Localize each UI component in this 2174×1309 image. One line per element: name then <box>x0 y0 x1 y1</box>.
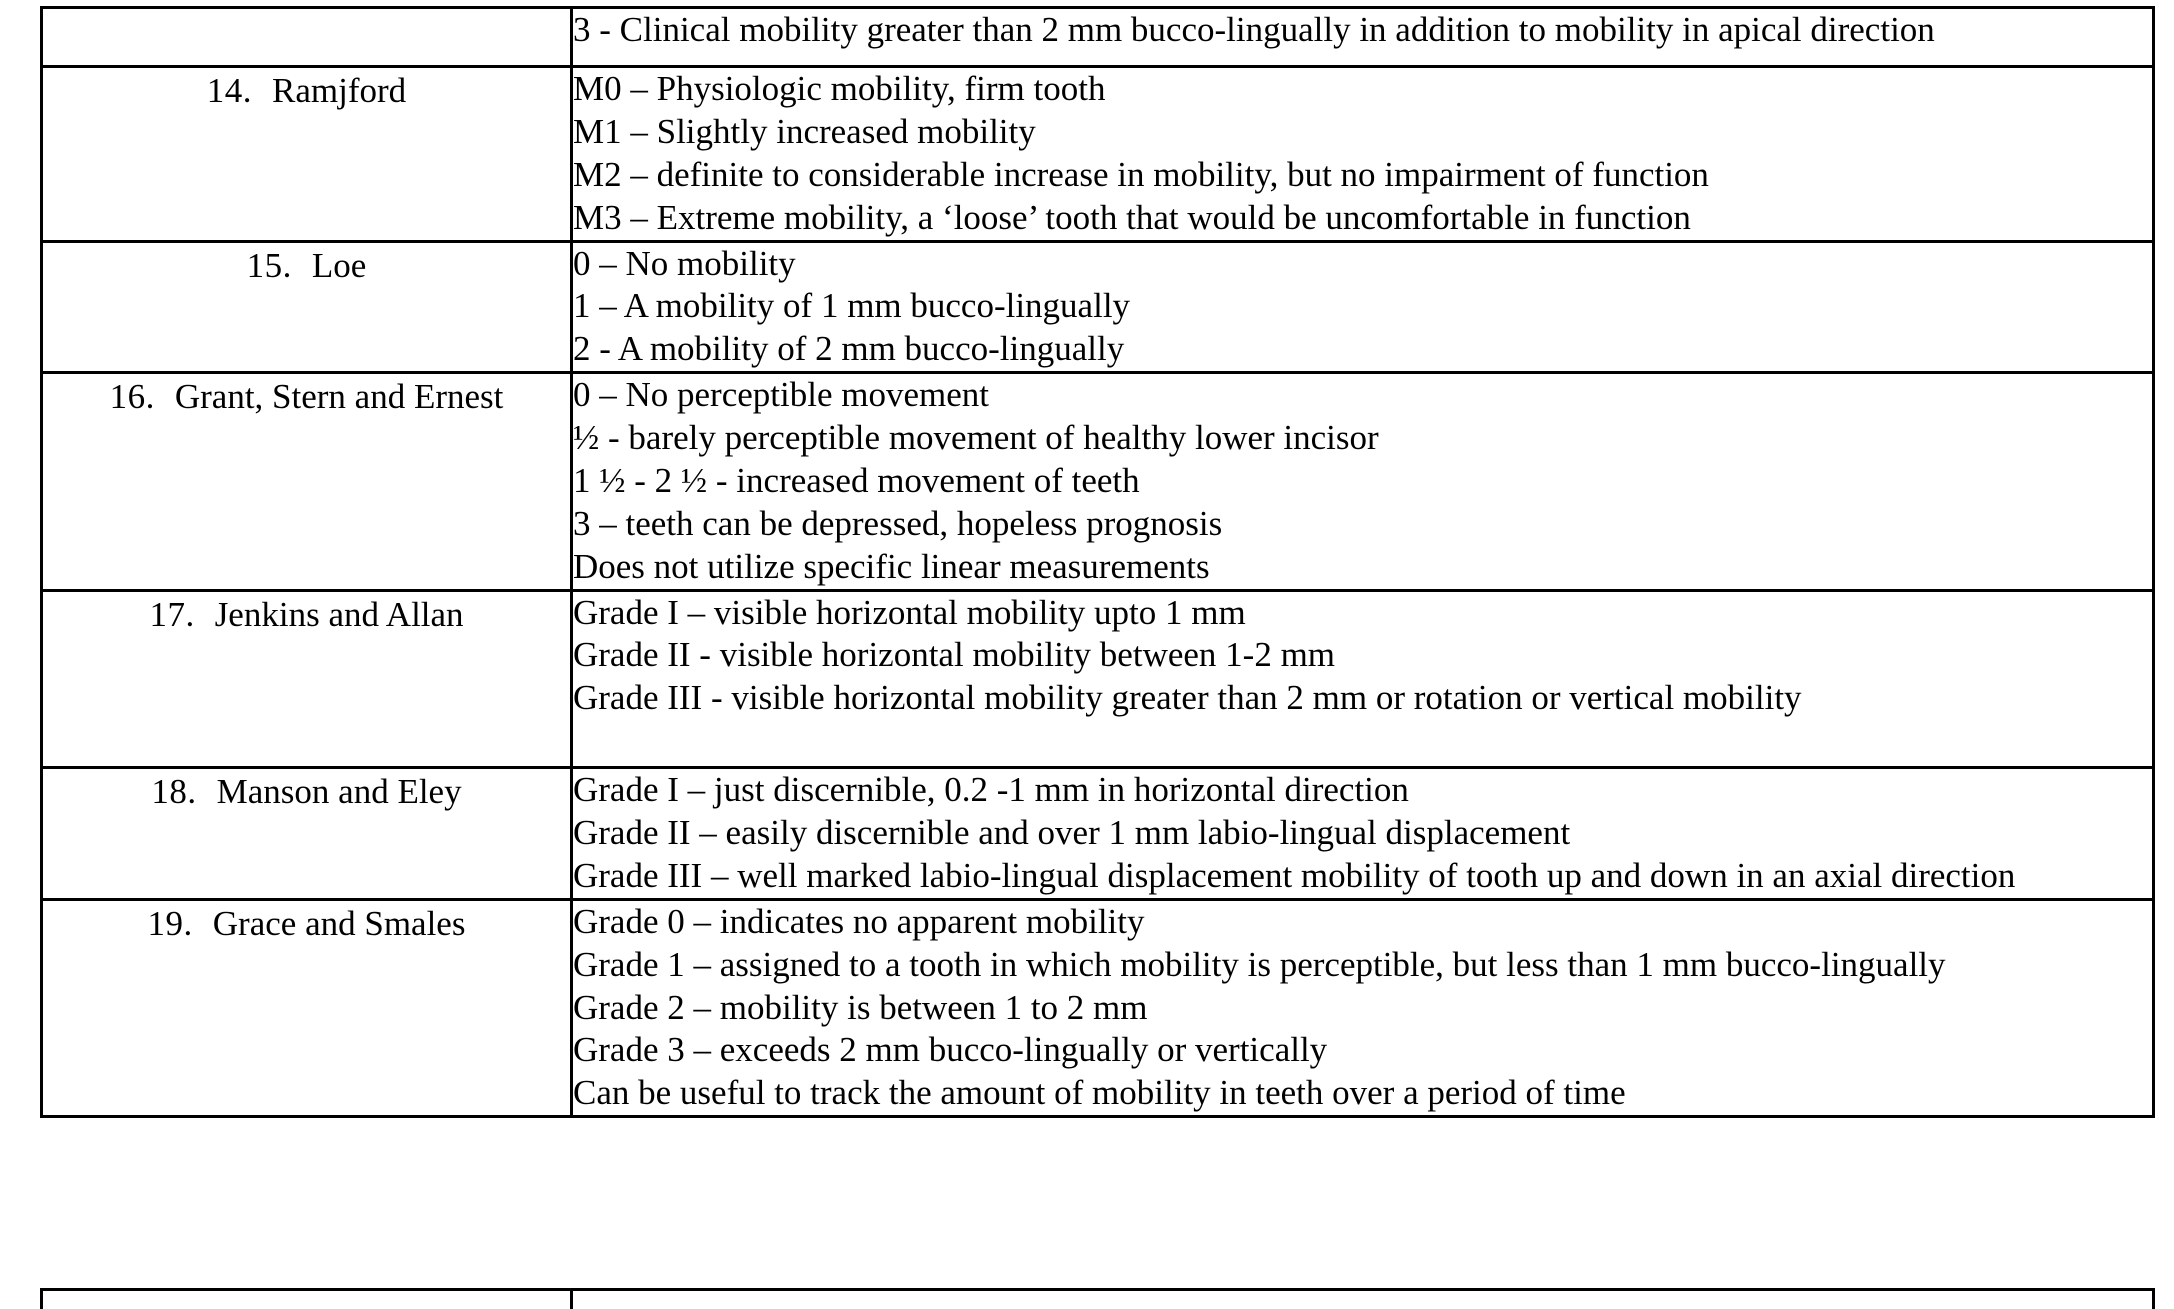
criteria-cell <box>572 8 2154 67</box>
table-row <box>42 373 2154 590</box>
index-name-label: Jenkins and Allan <box>214 594 464 634</box>
criteria-cell <box>572 241 2154 373</box>
index-name-cell <box>42 899 572 1116</box>
table-row <box>42 590 2154 768</box>
next-row-partial <box>40 1288 2155 1309</box>
criteria-line: 3 – teeth can be depressed, hopeless prognosis <box>573 503 1223 543</box>
index-name-label: Grant, Stern and Ernest <box>174 377 504 417</box>
index-number: 19. <box>147 903 193 943</box>
criteria-line: 0 – No mobility <box>573 243 796 283</box>
criteria-line: Grade I – just discernible, 0.2 -1 mm in horizontal direction <box>573 770 1409 810</box>
index-name-label: Ramjford <box>272 71 407 110</box>
criteria-line: Grade III – well marked labio-lingual displacement mobility of tooth up and down in an axial direction <box>573 855 2016 895</box>
criteria-line: Grade 3 – exceeds 2 mm bucco-lingually or vertically <box>573 1030 1328 1070</box>
criteria-line: Grade 0 – indicates no apparent mobility <box>573 901 1145 941</box>
criteria-line: Grade II - visible horizontal mobility between 1-2 mm <box>573 635 1336 675</box>
index-name-cell <box>42 590 572 768</box>
index-name-cell <box>42 241 572 373</box>
criteria-line: Grade 1 – assigned to a tooth in which mobility is perceptible, but less than 1 mm bucco-lingually <box>573 944 1946 984</box>
criteria-line: Does not utilize specific linear measurements <box>573 546 1210 586</box>
column-divider <box>570 1291 573 1309</box>
index-name-cell <box>42 67 572 242</box>
criteria-line: 0 – No perceptible movement <box>573 375 989 415</box>
criteria-line: 1 – A mobility of 1 mm bucco-lingually <box>573 286 1131 326</box>
criteria-cell <box>572 67 2154 242</box>
mobility-index-table <box>40 6 2155 1118</box>
criteria-line: M3 – Extreme mobility, a ‘loose’ tooth that would be uncomfortable in function <box>573 197 1691 237</box>
criteria-line: M2 – definite to considerable increase in mobility, but no impairment of function <box>573 154 1709 194</box>
criteria-line: Can be useful to track the amount of mobility in teeth over a period of time <box>573 1073 1626 1113</box>
criteria-line: Grade III - visible horizontal mobility greater than 2 mm or rotation or vertical mobility <box>573 678 1802 718</box>
criteria-cell <box>572 590 2154 768</box>
criteria-cell <box>572 373 2154 590</box>
criteria-line: Grade 2 – mobility is between 1 to 2 mm <box>573 987 1148 1027</box>
criteria-cell <box>572 768 2154 900</box>
criteria-line: Grade I – visible horizontal mobility upto 1 mm <box>573 592 1246 632</box>
criteria-line: ½ - barely perceptible movement of healthy lower incisor <box>573 418 1379 457</box>
criteria-line: M0 – Physiologic mobility, firm tooth <box>573 69 1106 108</box>
table-row <box>42 8 2154 67</box>
index-name-cell <box>42 768 572 900</box>
index-name-cell <box>42 8 572 67</box>
index-number: 14. <box>206 71 253 110</box>
table-row <box>42 768 2154 900</box>
criteria-line: 3 - Clinical mobility greater than 2 mm bucco-lingually in addition to mobility in apical direction <box>573 10 1935 49</box>
table-row <box>42 899 2154 1116</box>
criteria-line: M1 – Slightly increased mobility <box>573 111 1036 151</box>
index-number: 16. <box>109 377 155 417</box>
index-name-cell <box>42 373 572 590</box>
criteria-line: 1 ½ - 2 ½ - increased movement of teeth <box>573 460 1140 500</box>
table-row <box>42 241 2154 373</box>
index-name-label: Manson and Eley <box>216 772 462 812</box>
criteria-line: 2 - A mobility of 2 mm bucco-lingually <box>573 329 1125 369</box>
index-name-label: Grace and Smales <box>212 903 466 943</box>
table-body <box>42 8 2154 1117</box>
index-number: 18. <box>151 772 197 812</box>
index-name-label: Loe <box>311 245 367 285</box>
criteria-line: Grade II – easily discernible and over 1 mm labio-lingual displacement <box>573 813 1571 852</box>
index-number: 15. <box>246 245 292 285</box>
index-number: 17. <box>149 594 195 634</box>
criteria-cell <box>572 899 2154 1116</box>
table-row <box>42 67 2154 242</box>
